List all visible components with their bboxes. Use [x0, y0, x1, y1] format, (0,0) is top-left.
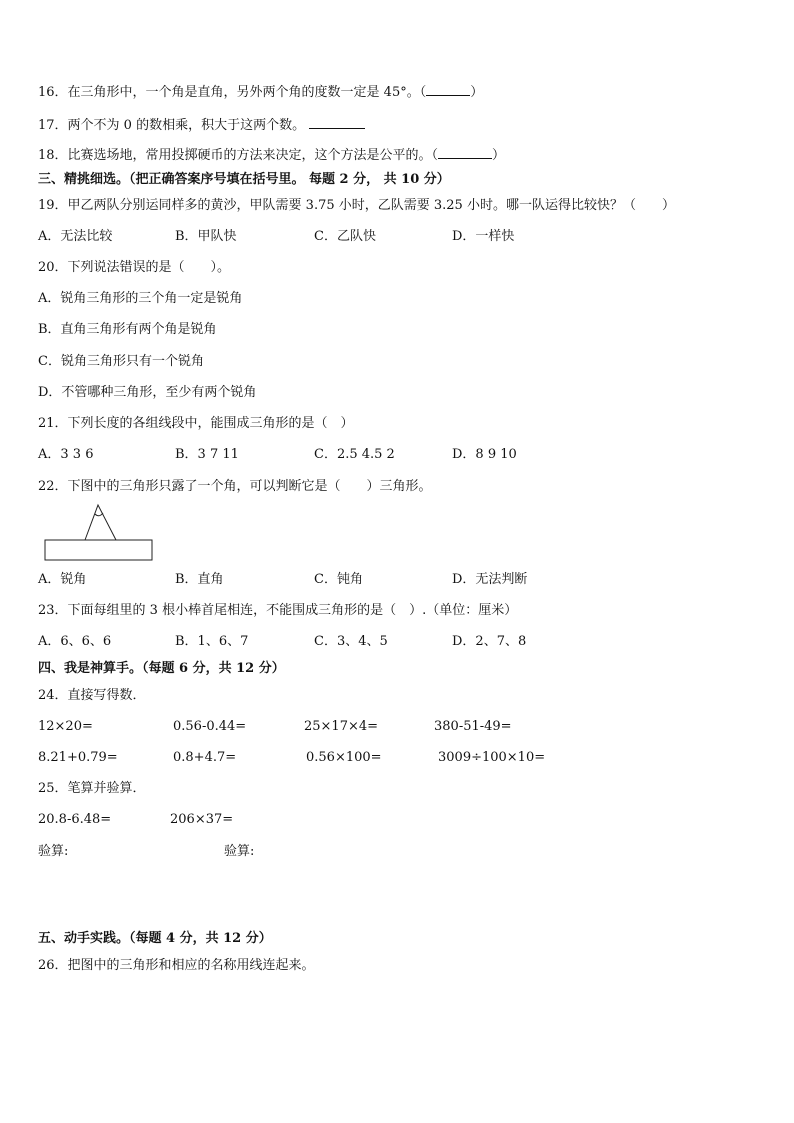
q25-check-label-1: 验算: — [38, 844, 69, 859]
question-23-text: 23．下面每组里的 3 根小棒首尾相连，不能围成三角形的是（ ）.（单位：厘米） — [38, 603, 518, 618]
q19-option-d[interactable]: D．一样快 — [452, 229, 515, 244]
answer-blank-18[interactable] — [438, 146, 492, 159]
q23-option-c[interactable]: C．3、4、5 — [314, 634, 388, 649]
q24-expr-5: 8.21+0.79= — [38, 750, 118, 765]
question-17-text: 17．两个不为 0 的数相乘，积大于这两个数。 — [38, 118, 306, 133]
question-21-text: 21．下列长度的各组线段中，能围成三角形的是（ ） — [38, 416, 354, 431]
question-26-text: 26．把图中的三角形和相应的名称用线连起来。 — [38, 958, 315, 973]
q19-option-b[interactable]: B．甲队快 — [175, 229, 237, 244]
question-25-text: 25．笔算并验算． — [38, 781, 146, 796]
q25-expr-1: 20.8-6.48= — [38, 812, 112, 827]
q20-option-d[interactable]: D．不管哪种三角形，至少有两个锐角 — [38, 385, 257, 400]
question-18 — [38, 146, 505, 164]
question-18-text: 18．比赛选场地，常用投掷硬币的方法来决定，这个方法是公平的。（ — [38, 148, 439, 163]
q24-expr-4: 380-51-49= — [434, 719, 512, 734]
triangle-exposed-angle — [85, 505, 116, 540]
q24-expr-2: 0.56-0.44= — [173, 719, 247, 734]
question-19-text: 19．甲乙两队分别运同样多的黄沙，甲队需要 3.75 小时，乙队需要 3.25 小时。哪一队运得比较快？（ ） — [38, 198, 675, 213]
q20-option-c[interactable]: C．锐角三角形只有一个锐角 — [38, 354, 204, 369]
q24-expr-8: 3009÷100×10= — [438, 750, 546, 765]
question-22-text: 22．下图中的三角形只露了一个角，可以判断它是（ ）三角形。 — [38, 479, 432, 494]
question-17 — [38, 116, 365, 134]
q22-option-d[interactable]: D．无法判断 — [452, 572, 528, 587]
q22-option-a[interactable]: A．锐角 — [38, 572, 87, 587]
q22-option-c[interactable]: C．钝角 — [314, 572, 363, 587]
section-5-title: 五、动手实践。（每题 4 分，共 12 分） — [38, 931, 272, 946]
q21-option-a[interactable]: A．3 3 6 — [38, 447, 94, 462]
q23-option-d[interactable]: D．2、7、8 — [452, 634, 527, 649]
q23-option-b[interactable]: B．1、6、7 — [175, 634, 249, 649]
q21-option-d[interactable]: D．8 9 10 — [452, 447, 517, 462]
answer-blank-17[interactable] — [309, 116, 365, 129]
q21-option-c[interactable]: C．2.5 4.5 2 — [314, 447, 395, 462]
question-16-text: 16．在三角形中，一个角是直角，另外两个角的度数一定是 45°。（ — [38, 85, 427, 100]
section-3-title: 三、精挑细选。（把正确答案序号填在括号里。 每题 2 分， 共 10 分） — [38, 172, 450, 187]
section-4-title: 四、我是神算手。（每题 6 分，共 12 分） — [38, 661, 285, 676]
q24-expr-7: 0.56×100= — [306, 750, 382, 765]
q20-option-b[interactable]: B．直角三角形有两个角是锐角 — [38, 322, 217, 337]
q24-expr-3: 25×17×4= — [304, 719, 379, 734]
question-16 — [38, 83, 483, 101]
q21-option-b[interactable]: B．3 7 11 — [175, 447, 239, 462]
q24-expr-1: 12×20= — [38, 719, 93, 734]
question-18-close: ） — [492, 148, 506, 163]
question-20-text: 20．下列说法错误的是（ ）。 — [38, 260, 231, 275]
q25-expr-2: 206×37= — [170, 812, 234, 827]
q24-expr-6: 0.8+4.7= — [173, 750, 237, 765]
question-24-text: 24．直接写得数． — [38, 688, 146, 703]
q25-check-label-2: 验算: — [224, 844, 255, 859]
partial-triangle-figure — [40, 502, 160, 562]
q19-option-c[interactable]: C．乙队快 — [314, 229, 376, 244]
q19-option-a[interactable]: A．无法比较 — [38, 229, 113, 244]
question-16-close: ） — [470, 85, 484, 100]
q22-option-b[interactable]: B．直角 — [175, 572, 224, 587]
q20-option-a[interactable]: A．锐角三角形的三个角一定是锐角 — [38, 291, 243, 306]
answer-blank-16[interactable] — [426, 83, 470, 96]
q23-option-a[interactable]: A．6、6、6 — [38, 634, 112, 649]
cover-rectangle — [45, 540, 152, 560]
